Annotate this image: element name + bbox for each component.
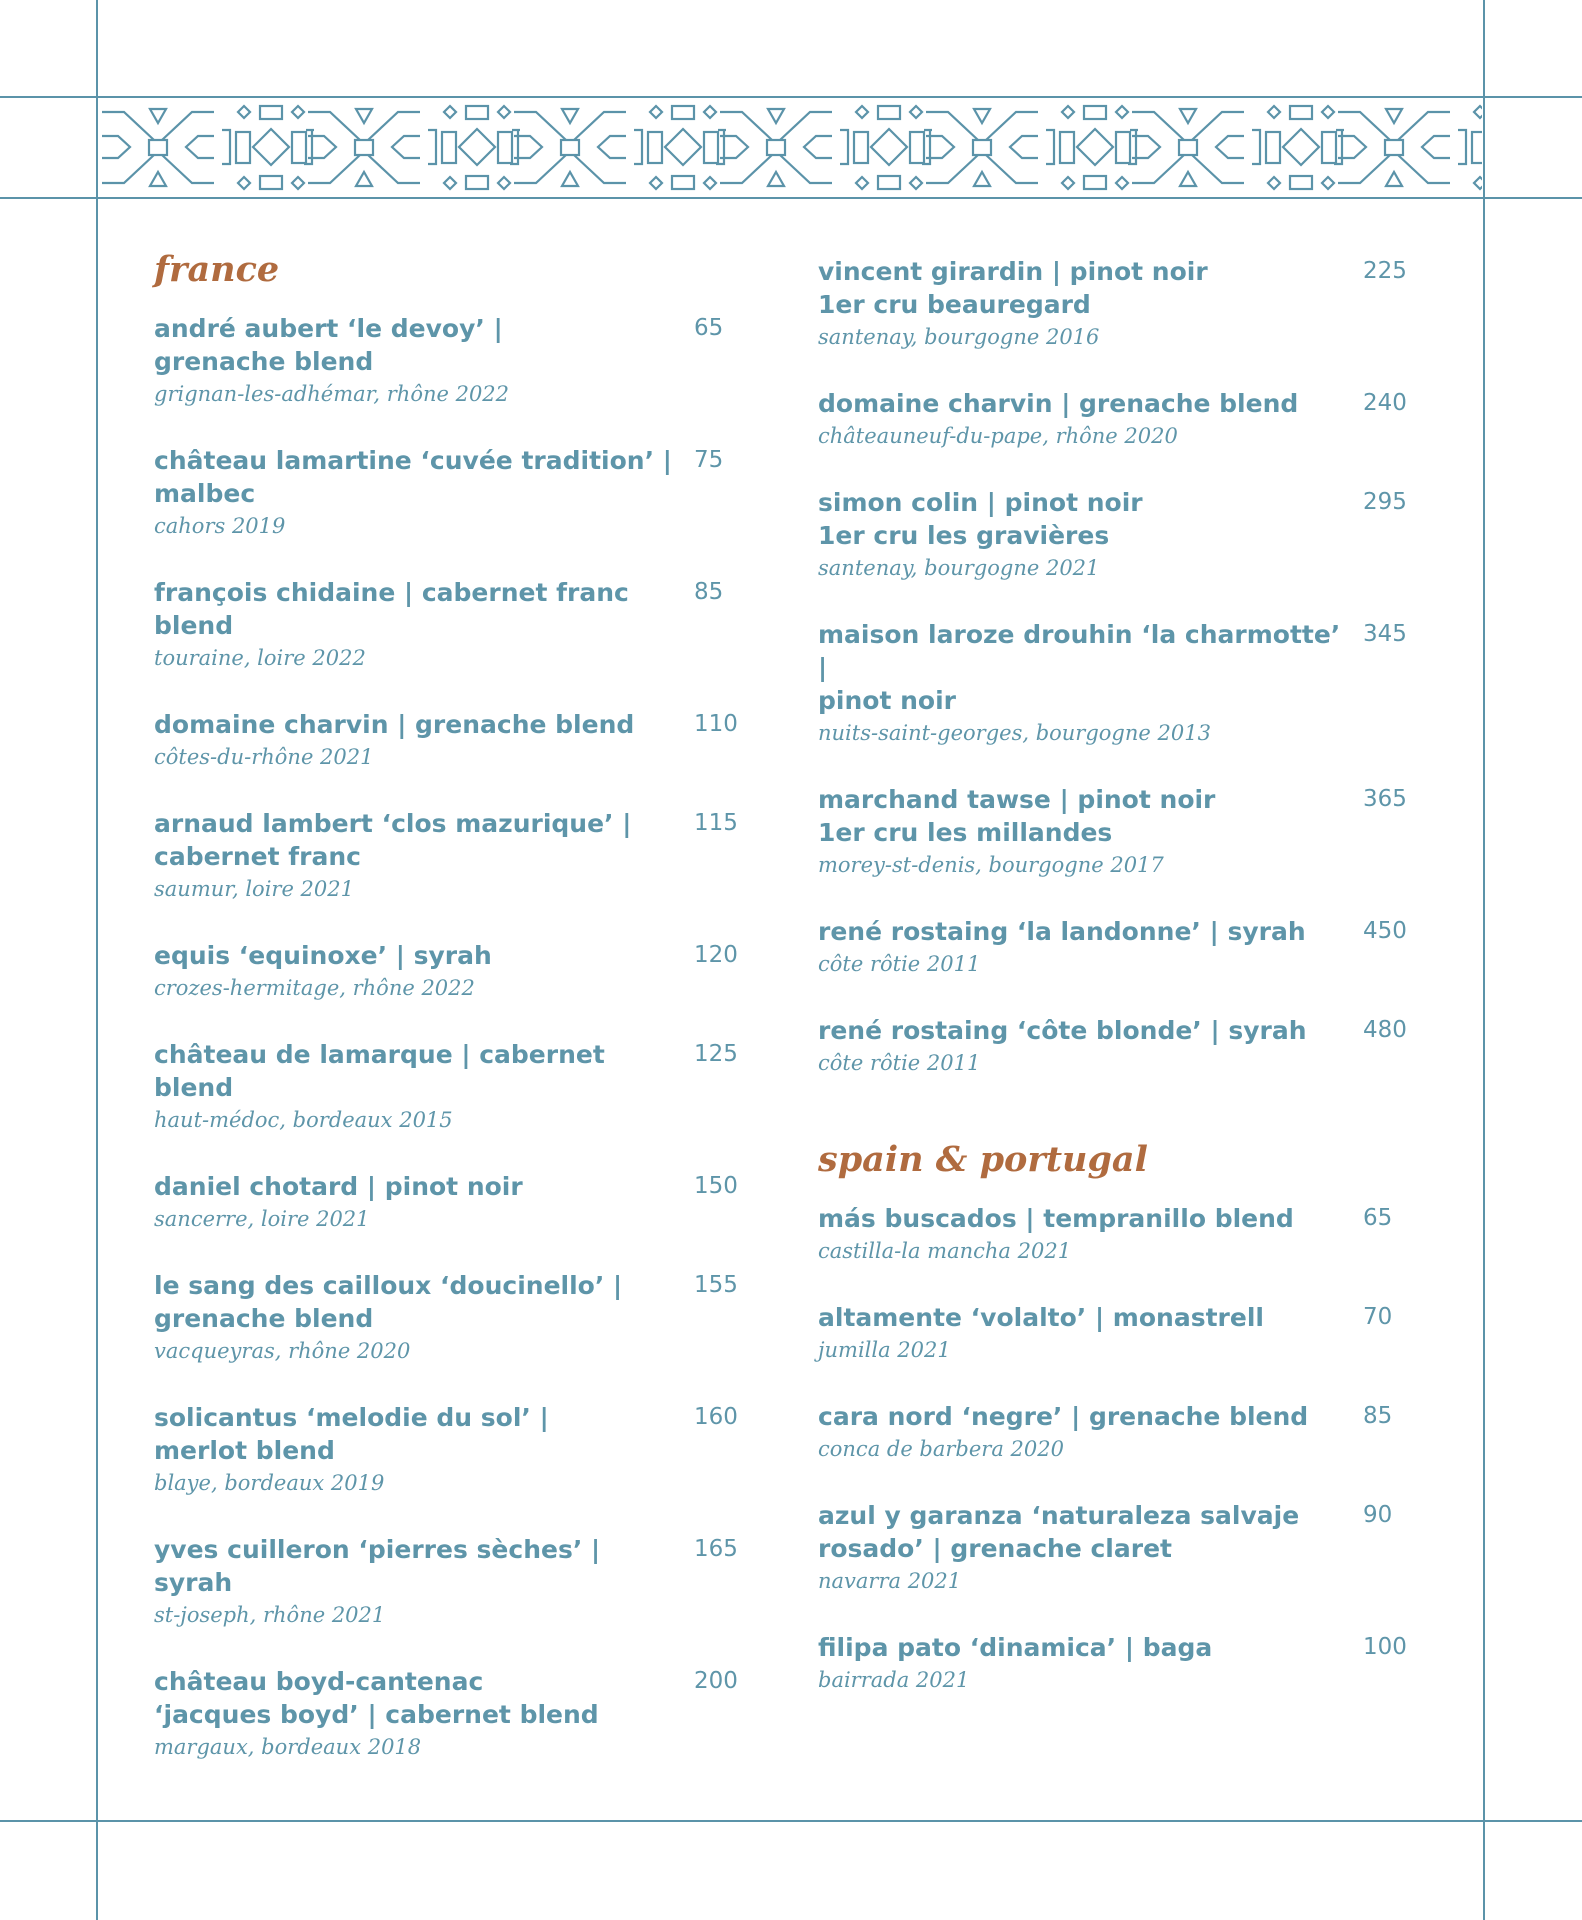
wine-price: 85 — [1363, 1403, 1393, 1429]
geometric-pattern-icon — [98, 98, 1482, 197]
wine-info — [154, 1533, 684, 1632]
wine-info — [818, 1631, 1348, 1697]
wine-name: françois chidaine | cabernet franc blend — [154, 578, 629, 640]
wine-info — [154, 1401, 684, 1500]
wine-region: nuits-saint-georges, bourgogne 2013 — [818, 721, 1211, 745]
wine-region: cahors 2019 — [154, 514, 286, 538]
wine-name: maison laroze drouhin ‘la charmotte’ | pinot noir — [818, 620, 1341, 715]
wine-price: 240 — [1363, 390, 1407, 416]
left-column — [154, 248, 744, 1797]
wine-entry — [818, 618, 1413, 750]
wine-entry — [154, 1665, 744, 1764]
wine-entry — [818, 1400, 1413, 1466]
wine-price: 480 — [1363, 1017, 1407, 1043]
frame-ornament-bottom-line — [0, 197, 1582, 199]
wine-region: grignan-les-adhémar, rhône 2022 — [154, 382, 510, 406]
wine-entry — [154, 708, 744, 774]
wine-entry — [154, 807, 744, 906]
wine-entry — [818, 486, 1413, 585]
wine-name: azul y garanza ‘naturaleza salvaje rosado’ | grenache claret — [818, 1501, 1300, 1563]
wine-info — [818, 1014, 1348, 1080]
wine-region: châteauneuf-du-pape, rhône 2020 — [818, 424, 1178, 448]
wine-price: 115 — [694, 810, 738, 836]
wine-info — [818, 387, 1348, 453]
wine-price: 90 — [1363, 1502, 1393, 1528]
wine-region: saumur, loire 2021 — [154, 877, 355, 901]
wine-region: côtes-du-rhône 2021 — [154, 745, 374, 769]
wine-price: 65 — [694, 315, 724, 341]
right-column — [818, 255, 1413, 1730]
wine-name: daniel chotard | pinot noir — [154, 1172, 523, 1201]
wine-name: simon colin | pinot noir 1er cru les gravières — [818, 488, 1143, 550]
wine-entry — [154, 1401, 744, 1500]
wine-name: château lamartine ‘cuvée tradition’ | malbec — [154, 446, 672, 508]
wine-region: sancerre, loire 2021 — [154, 1207, 370, 1231]
wine-info — [154, 939, 684, 1005]
wine-region: crozes-hermitage, rhône 2022 — [154, 976, 475, 1000]
wine-name: domaine charvin | grenache blend — [154, 710, 635, 739]
wine-info — [818, 1301, 1348, 1367]
wine-name: domaine charvin | grenache blend — [818, 389, 1299, 418]
wine-price: 120 — [694, 942, 738, 968]
wine-region: navarra 2021 — [818, 1569, 962, 1593]
wine-entry — [818, 1301, 1413, 1367]
wine-price: 70 — [1363, 1304, 1393, 1330]
wine-entry — [154, 1170, 744, 1236]
spain-section — [818, 1138, 1413, 1697]
wine-entry — [818, 1499, 1413, 1598]
wine-region: castilla-la mancha 2021 — [818, 1239, 1072, 1263]
wine-price: 65 — [1363, 1205, 1393, 1231]
wine-region: morey-st-denis, bourgogne 2017 — [818, 853, 1164, 877]
france-wine-list-continued — [818, 255, 1413, 1080]
wine-price: 75 — [694, 447, 724, 473]
wine-price: 160 — [694, 1404, 738, 1430]
wine-info — [154, 807, 684, 906]
wine-price: 100 — [1363, 1634, 1407, 1660]
wine-region: touraine, loire 2022 — [154, 646, 366, 670]
wine-entry — [818, 915, 1413, 981]
wine-name: solicantus ‘melodie du sol’ | merlot blend — [154, 1403, 549, 1465]
wine-name: altamente ‘volalto’ | monastrell — [818, 1303, 1264, 1332]
wine-region: blaye, bordeaux 2019 — [154, 1471, 385, 1495]
wine-price: 295 — [1363, 489, 1407, 515]
wine-region: côte rôtie 2011 — [818, 1051, 981, 1075]
wine-entry — [818, 1014, 1413, 1080]
wine-name: yves cuilleron ‘pierres sèches’ | syrah — [154, 1535, 601, 1597]
ornamental-border — [98, 98, 1482, 197]
wine-info — [818, 1202, 1348, 1268]
wine-price: 155 — [694, 1272, 738, 1298]
wine-entry — [154, 1038, 744, 1137]
france-wine-list — [154, 312, 744, 1764]
frame-right-line — [1483, 0, 1485, 1920]
wine-entry — [154, 444, 744, 543]
section-title-france: france — [154, 249, 280, 290]
wine-name: château de lamarque | cabernet blend — [154, 1040, 605, 1102]
wine-name: vincent girardin | pinot noir 1er cru beauregard — [818, 257, 1208, 319]
wine-name: equis ‘equinoxe’ | syrah — [154, 941, 492, 970]
wine-name: rené rostaing ‘côte blonde’ | syrah — [818, 1016, 1307, 1045]
wine-info — [818, 618, 1348, 750]
wine-price: 365 — [1363, 786, 1407, 812]
wine-info — [818, 486, 1348, 585]
wine-price: 225 — [1363, 258, 1407, 284]
wine-price: 110 — [694, 711, 738, 737]
wine-info — [818, 1400, 1348, 1466]
wine-info — [154, 1269, 684, 1368]
wine-name: más buscados | tempranillo blend — [818, 1204, 1294, 1233]
wine-name: marchand tawse | pinot noir 1er cru les millandes — [818, 785, 1216, 847]
frame-left-line — [96, 0, 98, 1920]
wine-info — [154, 312, 684, 411]
wine-name: cara nord ‘negre’ | grenache blend — [818, 1402, 1309, 1431]
wine-info — [154, 576, 684, 675]
wine-price: 345 — [1363, 621, 1407, 647]
wine-region: haut-médoc, bordeaux 2015 — [154, 1108, 453, 1132]
wine-info — [818, 1499, 1348, 1598]
wine-name: rené rostaing ‘la landonne’ | syrah — [818, 917, 1306, 946]
wine-entry — [154, 939, 744, 1005]
wine-name: andré aubert ‘le devoy’ | grenache blend — [154, 314, 503, 376]
wine-info — [818, 783, 1348, 882]
wine-info — [154, 1665, 684, 1764]
wine-region: santenay, bourgogne 2016 — [818, 325, 1100, 349]
wine-price: 125 — [694, 1041, 738, 1067]
wine-entry — [154, 312, 744, 411]
wine-entry — [818, 783, 1413, 882]
wine-info — [818, 255, 1348, 354]
wine-entry — [818, 1202, 1413, 1268]
wine-price: 450 — [1363, 918, 1407, 944]
wine-entry — [818, 255, 1413, 354]
wine-entry — [818, 1631, 1413, 1697]
wine-region: st-joseph, rhône 2021 — [154, 1603, 386, 1627]
wine-name: filipa pato ‘dinamica’ | baga — [818, 1633, 1213, 1662]
wine-region: margaux, bordeaux 2018 — [154, 1735, 422, 1759]
wine-region: jumilla 2021 — [818, 1338, 951, 1362]
wine-name: le sang des cailloux ‘doucinello’ | grenache blend — [154, 1271, 623, 1333]
wine-region: bairrada 2021 — [818, 1668, 970, 1692]
wine-info — [154, 708, 684, 774]
frame-bottom-line — [0, 1820, 1582, 1822]
wine-price: 200 — [694, 1668, 738, 1694]
wine-price: 85 — [694, 579, 724, 605]
wine-info — [818, 915, 1348, 981]
wine-name: arnaud lambert ‘clos mazurique’ | cabernet franc — [154, 809, 632, 871]
wine-region: conca de barbera 2020 — [818, 1437, 1064, 1461]
wine-price: 150 — [694, 1173, 738, 1199]
wine-info — [154, 1038, 684, 1137]
wine-entry — [154, 576, 744, 675]
section-title-spain-portugal: spain & portugal — [818, 1139, 1148, 1180]
wine-region: côte rôtie 2011 — [818, 952, 981, 976]
wine-region: vacqueyras, rhône 2020 — [154, 1339, 411, 1363]
wine-entry — [154, 1533, 744, 1632]
spain-wine-list — [818, 1202, 1413, 1697]
wine-price: 165 — [694, 1536, 738, 1562]
wine-entry — [818, 387, 1413, 453]
wine-name: château boyd-cantenac ‘jacques boyd’ | cabernet blend — [154, 1667, 599, 1729]
wine-info — [154, 444, 684, 543]
wine-entry — [154, 1269, 744, 1368]
wine-region: santenay, bourgogne 2021 — [818, 556, 1100, 580]
wine-info — [154, 1170, 684, 1236]
